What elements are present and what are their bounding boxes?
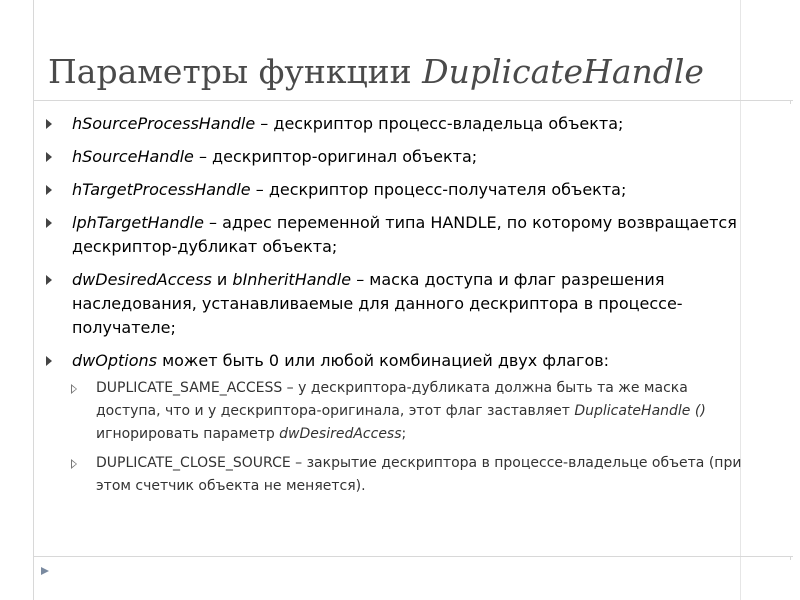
- param-name: hTargetProcessHandle: [72, 180, 251, 199]
- param-name: dwDesiredAccess: [72, 270, 212, 289]
- list-item: [46, 112, 746, 136]
- param-name: hSourceProcessHandle: [72, 114, 256, 133]
- param-description: – адрес переменной типа HANDLE, по которому возвращается дескриптор-дубликат объекта;: [72, 213, 737, 256]
- sub-list-item: [70, 452, 746, 498]
- left-rule: [33, 0, 34, 600]
- corner-tick-top: [790, 100, 791, 104]
- param-name: hSourceHandle: [72, 147, 194, 166]
- param-description: – маска доступа и флаг разрешения наследования, устанавливаемые для данного дескриптора в процессе-получателе;: [72, 270, 683, 337]
- triangle-right-icon: [46, 218, 52, 228]
- triangle-right-icon: [46, 119, 52, 129]
- nav-triangle-icon[interactable]: [40, 566, 50, 576]
- flag-description: – закрытие дескриптора в процессе-владельце объета (при этом счетчик объекта не меняется).: [96, 455, 742, 494]
- title-divider: [33, 100, 793, 101]
- param-name: dwOptions: [72, 351, 157, 370]
- param-description: – дескриптор процесс-владельца объекта;: [255, 114, 624, 133]
- triangle-right-icon: [46, 185, 52, 195]
- triangle-outline-icon: [72, 385, 77, 393]
- list-item: [46, 268, 746, 340]
- triangle-outline-icon: [72, 460, 77, 468]
- title-prefix: Параметры функции: [48, 52, 423, 91]
- param-name-2: bInheritHandle: [232, 270, 352, 289]
- param-description: – дескриптор-оригинал объекта;: [193, 147, 478, 166]
- list-item: [46, 145, 746, 169]
- sub-list-item: [70, 377, 746, 446]
- function-ref: DuplicateHandle (): [574, 403, 706, 419]
- flag-description-cont: игнорировать параметр: [96, 426, 280, 442]
- flag-description: – у дескриптора-дубликата должна быть та же маска доступа, что и у дескриптора-оригинала, этот флаг заставляет: [96, 380, 688, 419]
- triangle-right-icon: [46, 275, 52, 285]
- conjunction: и: [211, 270, 233, 289]
- bullet-list: [46, 112, 746, 504]
- flag-name: DUPLICATE_SAME_ACCESS: [96, 380, 283, 396]
- triangle-right-icon: [46, 152, 52, 162]
- slide-title: [48, 52, 748, 91]
- param-ref: dwDesiredAccess: [279, 426, 402, 442]
- flag-name: DUPLICATE_CLOSE_SOURCE: [96, 455, 291, 471]
- flag-description-end: ;: [401, 426, 407, 442]
- param-description: – дескриптор процесс-получателя объекта;: [250, 180, 627, 199]
- list-item: [46, 178, 746, 202]
- param-description: может быть 0 или любой комбинацией двух флагов:: [156, 351, 610, 370]
- param-name: lphTargetHandle: [72, 213, 204, 232]
- corner-tick-bottom: [790, 556, 791, 560]
- footer-divider: [33, 556, 793, 557]
- list-item: [46, 349, 746, 373]
- list-item: [46, 211, 746, 259]
- title-function-name: DuplicateHandle: [422, 52, 704, 91]
- triangle-right-icon: [46, 356, 52, 366]
